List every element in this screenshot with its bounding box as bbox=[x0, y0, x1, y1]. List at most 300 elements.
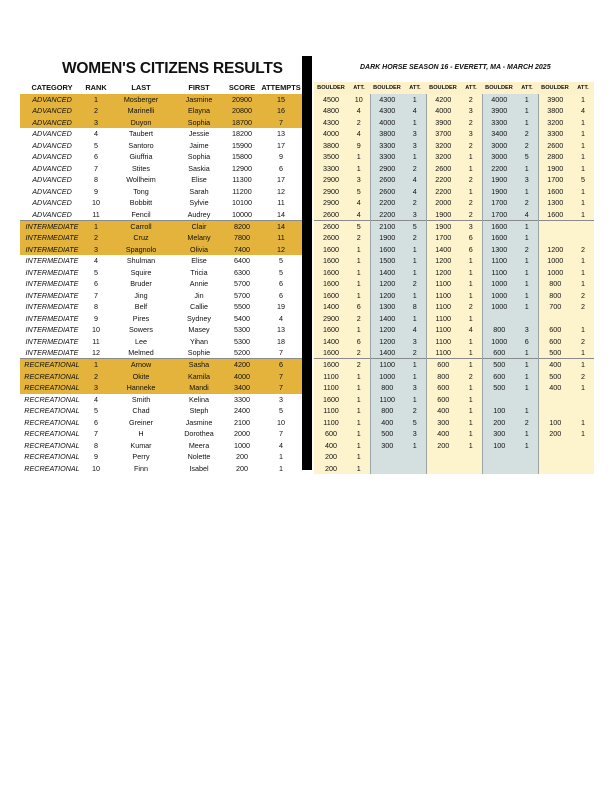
boulder-score-cell bbox=[426, 451, 460, 462]
rank-cell: 2 bbox=[84, 105, 108, 116]
table-row bbox=[20, 105, 302, 116]
boulder-score-cell: 1100 bbox=[426, 278, 460, 289]
last-name-cell: Melmed bbox=[128, 347, 154, 357]
boulder-score-cell: 3900 bbox=[538, 94, 572, 105]
attempts-cell: 12 bbox=[260, 244, 302, 255]
boulder-att-cell: 2 bbox=[516, 140, 538, 151]
category-cell: RECREATIONAL bbox=[20, 371, 84, 382]
header-boulder-4: BOULDER bbox=[485, 85, 513, 91]
attempts-cell: 15 bbox=[260, 94, 302, 105]
first-name-cell: Nolette bbox=[187, 452, 211, 462]
boulder-att-cell: 1 bbox=[404, 440, 426, 451]
boulder-att-cell: 9 bbox=[348, 140, 370, 151]
boulder-score-cell: 1700 bbox=[482, 209, 516, 221]
score-cell: 8200 bbox=[224, 220, 260, 232]
score-cell: 10000 bbox=[232, 209, 252, 219]
boulder-score-cell: 1700 bbox=[482, 197, 516, 208]
rank-cell: 11 bbox=[92, 209, 100, 219]
boulder-score-cell: 3900 bbox=[482, 105, 516, 116]
boulder-score-cell bbox=[482, 463, 516, 474]
first-name-cell: Masey bbox=[188, 325, 210, 335]
header-att-5: ATT. bbox=[577, 85, 589, 91]
score-cell: 7400 bbox=[224, 244, 260, 255]
boulder-row bbox=[314, 347, 594, 359]
last-name-cell: Arnow bbox=[108, 359, 174, 371]
boulder-score-cell: 400 bbox=[538, 359, 572, 371]
boulder-att-cell: 4 bbox=[460, 324, 482, 335]
table-row bbox=[20, 336, 302, 347]
last-name-cell: Wollheim bbox=[126, 175, 156, 185]
boulder-score-cell: 2600 bbox=[370, 186, 404, 197]
boulder-row bbox=[314, 394, 594, 405]
boulder-att-cell: 6 bbox=[348, 336, 370, 347]
boulder-att-cell: 1 bbox=[516, 359, 538, 371]
boulder-score-cell: 2200 bbox=[426, 186, 460, 197]
boulder-att-cell: 1 bbox=[516, 278, 538, 289]
boulder-row bbox=[314, 278, 594, 289]
rank-cell: 12 bbox=[92, 347, 100, 357]
boulder-att-cell: 2 bbox=[404, 347, 426, 359]
boulder-score-cell: 1100 bbox=[314, 417, 348, 428]
boulder-row bbox=[314, 174, 594, 185]
boulder-score-cell bbox=[538, 451, 572, 462]
boulder-row bbox=[314, 301, 594, 312]
last-name-cell: Jing bbox=[134, 290, 148, 300]
boulder-row bbox=[314, 382, 594, 393]
boulder-score-cell: 1900 bbox=[482, 186, 516, 197]
category-cell: INTERMEDIATE bbox=[20, 220, 84, 232]
boulder-row bbox=[314, 290, 594, 301]
rank-cell: 4 bbox=[94, 394, 98, 404]
boulder-score-cell: 1900 bbox=[482, 174, 516, 185]
boulder-score-cell: 1400 bbox=[370, 347, 404, 359]
boulder-att-cell: 1 bbox=[404, 359, 426, 371]
last-name-cell: Greiner bbox=[129, 417, 153, 427]
boulder-score-cell: 800 bbox=[538, 290, 572, 301]
rank-cell: 3 bbox=[84, 382, 108, 393]
boulder-att-cell: 4 bbox=[348, 128, 370, 139]
boulder-att-cell: 1 bbox=[516, 117, 538, 128]
first-name-cell: Isabel bbox=[189, 463, 209, 473]
boulder-att-cell: 1 bbox=[572, 278, 594, 289]
boulder-score-cell: 4000 bbox=[314, 128, 348, 139]
first-name-cell: Dorothea bbox=[184, 429, 214, 439]
boulder-att-cell: 5 bbox=[404, 417, 426, 428]
category-cell: ADVANCED bbox=[32, 198, 72, 208]
category-cell: ADVANCED bbox=[32, 186, 72, 196]
attempts-cell: 6 bbox=[279, 279, 283, 289]
boulder-att-cell: 5 bbox=[572, 174, 594, 185]
rank-cell: 5 bbox=[94, 406, 98, 416]
boulder-score-cell: 200 bbox=[426, 440, 460, 451]
boulder-att-cell: 5 bbox=[348, 186, 370, 197]
boulder-row bbox=[314, 313, 594, 324]
boulder-score-cell: 1000 bbox=[482, 301, 516, 312]
boulder-att-cell: 1 bbox=[348, 255, 370, 266]
boulder-score-cell: 4000 bbox=[426, 105, 460, 116]
category-cell: RECREATIONAL bbox=[24, 429, 80, 439]
boulder-att-cell: 1 bbox=[516, 347, 538, 359]
table-row bbox=[20, 209, 302, 221]
boulder-score-cell: 1400 bbox=[314, 301, 348, 312]
boulder-att-cell: 2 bbox=[572, 301, 594, 312]
attempts-cell: 6 bbox=[279, 163, 283, 173]
last-name-cell: Spagnolo bbox=[108, 244, 174, 255]
boulder-att-cell: 1 bbox=[516, 290, 538, 301]
boulder-score-cell: 1500 bbox=[370, 255, 404, 266]
boulder-att-cell: 1 bbox=[348, 290, 370, 301]
boulder-row bbox=[314, 440, 594, 451]
boulder-score-cell: 1200 bbox=[370, 324, 404, 335]
boulder-score-cell: 100 bbox=[538, 417, 572, 428]
boulder-att-cell: 2 bbox=[348, 347, 370, 359]
attempts-cell: 7 bbox=[260, 371, 302, 382]
score-cell: 5300 bbox=[234, 336, 250, 346]
boulder-score-cell: 2200 bbox=[370, 197, 404, 208]
boulder-att-cell bbox=[516, 463, 538, 474]
category-cell: INTERMEDIATE bbox=[25, 256, 79, 266]
boulder-att-cell bbox=[460, 463, 482, 474]
first-name-cell: Elise bbox=[191, 256, 207, 266]
boulder-att-cell: 1 bbox=[348, 417, 370, 428]
last-name-cell: Shulman bbox=[126, 256, 156, 266]
boulder-row bbox=[314, 105, 594, 116]
boulder-att-cell: 1 bbox=[348, 463, 370, 474]
boulder-score-cell bbox=[482, 451, 516, 462]
boulder-att-cell: 2 bbox=[404, 405, 426, 416]
boulder-score-cell: 400 bbox=[538, 382, 572, 393]
attempts-cell: 1 bbox=[279, 463, 283, 473]
boulder-score-cell: 3500 bbox=[314, 151, 348, 162]
boulder-score-cell: 1100 bbox=[314, 371, 348, 382]
first-name-cell: Tricia bbox=[190, 267, 208, 277]
boulder-score-cell: 1400 bbox=[426, 244, 460, 255]
rank-cell: 10 bbox=[92, 463, 100, 473]
first-name-cell: Meera bbox=[188, 440, 210, 450]
boulder-att-cell: 2 bbox=[348, 359, 370, 371]
score-cell: 200 bbox=[236, 452, 248, 462]
boulder-att-cell: 6 bbox=[348, 301, 370, 312]
boulder-score-cell: 1200 bbox=[370, 278, 404, 289]
table-row bbox=[20, 174, 302, 185]
attempts-cell: 4 bbox=[279, 440, 283, 450]
boulder-header-row bbox=[314, 82, 594, 94]
score-cell: 5700 bbox=[234, 279, 250, 289]
boulder-score-cell: 4300 bbox=[370, 94, 404, 105]
boulder-score-cell: 1300 bbox=[538, 197, 572, 208]
last-name-cell: Marinelli bbox=[108, 105, 174, 116]
results-header-row bbox=[20, 82, 302, 94]
boulder-score-cell: 2600 bbox=[426, 163, 460, 174]
boulder-score-cell: 1100 bbox=[370, 394, 404, 405]
boulder-att-cell: 1 bbox=[516, 255, 538, 266]
score-cell: 7800 bbox=[224, 232, 260, 243]
boulder-score-cell: 1900 bbox=[426, 220, 460, 232]
rank-cell: 9 bbox=[94, 313, 98, 323]
header-boulder-1: BOULDER bbox=[317, 85, 345, 91]
boulder-att-cell: 1 bbox=[572, 186, 594, 197]
boulder-score-cell bbox=[538, 232, 572, 243]
score-cell: 2400 bbox=[234, 406, 250, 416]
table-row bbox=[20, 313, 302, 324]
attempts-cell: 18 bbox=[277, 336, 285, 346]
attempts-cell: 4 bbox=[279, 313, 283, 323]
category-cell: INTERMEDIATE bbox=[25, 267, 79, 277]
boulder-att-cell: 1 bbox=[348, 324, 370, 335]
first-name-cell: Saskia bbox=[188, 163, 210, 173]
boulder-score-cell: 2200 bbox=[370, 209, 404, 221]
first-name-cell: Kelina bbox=[189, 394, 209, 404]
attempts-cell: 10 bbox=[277, 417, 285, 427]
boulder-score-cell: 1600 bbox=[314, 244, 348, 255]
boulder-att-cell: 1 bbox=[404, 290, 426, 301]
boulder-score-cell: 100 bbox=[482, 440, 516, 451]
boulder-att-cell: 1 bbox=[460, 336, 482, 347]
last-name-cell: Taubert bbox=[129, 129, 153, 139]
table-row bbox=[20, 451, 302, 462]
boulder-score-cell: 2900 bbox=[314, 313, 348, 324]
boulder-att-cell: 2 bbox=[516, 417, 538, 428]
table-row bbox=[20, 290, 302, 301]
last-name-cell: Sowers bbox=[129, 325, 153, 335]
attempts-cell: 7 bbox=[279, 429, 283, 439]
boulder-att-cell: 3 bbox=[460, 105, 482, 116]
boulder-row bbox=[314, 324, 594, 335]
boulder-score-cell: 500 bbox=[482, 382, 516, 393]
boulder-att-cell: 3 bbox=[348, 174, 370, 185]
score-cell: 5700 bbox=[234, 290, 250, 300]
boulder-score-cell: 1600 bbox=[538, 209, 572, 221]
boulder-score-cell: 500 bbox=[538, 371, 572, 382]
header-att-2: ATT. bbox=[409, 85, 421, 91]
boulder-score-cell: 300 bbox=[370, 440, 404, 451]
boulder-score-cell: 1300 bbox=[370, 301, 404, 312]
boulder-att-cell: 1 bbox=[516, 186, 538, 197]
attempts-cell: 17 bbox=[277, 175, 285, 185]
boulder-row bbox=[314, 94, 594, 105]
last-name-cell: Fencil bbox=[131, 209, 151, 219]
boulder-row bbox=[314, 197, 594, 208]
header-att-1: ATT. bbox=[353, 85, 365, 91]
table-row bbox=[20, 267, 302, 278]
boulder-att-cell: 1 bbox=[572, 267, 594, 278]
boulder-score-cell: 4300 bbox=[370, 105, 404, 116]
event-subtitle: DARK HORSE SEASON 16 - EVERETT, MA - MARCH 2025 bbox=[360, 64, 551, 71]
boulder-att-cell: 1 bbox=[572, 209, 594, 221]
boulder-score-cell: 2900 bbox=[314, 186, 348, 197]
boulder-row bbox=[314, 267, 594, 278]
score-cell: 18700 bbox=[224, 117, 260, 128]
table-row bbox=[20, 371, 302, 382]
boulder-score-cell: 1100 bbox=[426, 313, 460, 324]
boulder-att-cell: 1 bbox=[348, 394, 370, 405]
boulder-score-cell: 600 bbox=[426, 359, 460, 371]
boulder-att-cell: 2 bbox=[516, 244, 538, 255]
boulder-score-cell: 1000 bbox=[370, 371, 404, 382]
first-name-cell: Annie bbox=[189, 279, 209, 289]
first-name-cell: Sydney bbox=[187, 313, 211, 323]
score-cell: 5500 bbox=[234, 302, 250, 312]
table-row bbox=[20, 186, 302, 197]
first-name-cell: Melany bbox=[174, 232, 224, 243]
attempts-cell: 14 bbox=[277, 209, 285, 219]
boulder-score-cell bbox=[538, 463, 572, 474]
score-cell: 4000 bbox=[224, 371, 260, 382]
boulder-row bbox=[314, 428, 594, 439]
boulder-score-cell: 1100 bbox=[426, 290, 460, 301]
boulder-att-cell: 1 bbox=[404, 151, 426, 162]
rank-cell: 4 bbox=[94, 129, 98, 139]
boulder-att-cell: 4 bbox=[404, 324, 426, 335]
first-name-cell: Audrey bbox=[187, 209, 211, 219]
boulder-row bbox=[314, 128, 594, 139]
attempts-cell: 17 bbox=[277, 140, 285, 150]
boulder-score-cell: 500 bbox=[370, 428, 404, 439]
category-cell: ADVANCED bbox=[20, 94, 84, 105]
table-row bbox=[20, 359, 302, 371]
boulder-att-cell: 1 bbox=[572, 417, 594, 428]
boulder-score-cell: 1600 bbox=[538, 186, 572, 197]
boulder-row bbox=[314, 359, 594, 371]
attempts-cell: 11 bbox=[260, 232, 302, 243]
category-cell: ADVANCED bbox=[32, 129, 72, 139]
boulder-att-cell: 1 bbox=[348, 440, 370, 451]
attempts-cell: 6 bbox=[279, 290, 283, 300]
boulder-score-cell: 1100 bbox=[482, 267, 516, 278]
boulder-att-cell: 2 bbox=[460, 140, 482, 151]
boulder-score-cell: 2600 bbox=[538, 140, 572, 151]
header-att-4: ATT. bbox=[521, 85, 533, 91]
table-row bbox=[20, 428, 302, 439]
score-cell: 1000 bbox=[234, 440, 250, 450]
boulder-score-cell: 3000 bbox=[482, 151, 516, 162]
attempts-cell: 11 bbox=[277, 198, 285, 208]
boulder-att-cell: 2 bbox=[516, 197, 538, 208]
boulder-att-cell: 3 bbox=[460, 220, 482, 232]
results-table bbox=[20, 82, 302, 474]
boulder-score-cell: 400 bbox=[426, 405, 460, 416]
header-boulder-5: BOULDER bbox=[541, 85, 569, 91]
category-cell: ADVANCED bbox=[32, 209, 72, 219]
boulder-att-cell: 1 bbox=[460, 359, 482, 371]
category-cell: INTERMEDIATE bbox=[25, 302, 79, 312]
attempts-cell: 7 bbox=[260, 117, 302, 128]
boulder-score-cell bbox=[426, 463, 460, 474]
boulder-att-cell: 3 bbox=[516, 174, 538, 185]
boulder-score-cell: 3200 bbox=[538, 117, 572, 128]
boulder-att-cell: 1 bbox=[460, 417, 482, 428]
category-cell: RECREATIONAL bbox=[24, 406, 80, 416]
attempts-cell: 6 bbox=[260, 359, 302, 371]
rank-cell: 10 bbox=[92, 198, 100, 208]
boulder-score-cell: 3300 bbox=[538, 128, 572, 139]
page-title: WOMEN'S CITIZENS RESULTS bbox=[62, 60, 283, 77]
boulder-score-cell: 2200 bbox=[482, 163, 516, 174]
attempts-cell: 13 bbox=[277, 325, 285, 335]
boulder-score-cell: 1200 bbox=[538, 244, 572, 255]
score-cell: 200 bbox=[236, 463, 248, 473]
header-att-3: ATT. bbox=[465, 85, 477, 91]
boulder-att-cell: 1 bbox=[516, 428, 538, 439]
table-row bbox=[20, 140, 302, 151]
boulder-table bbox=[314, 82, 594, 474]
boulder-score-cell: 1600 bbox=[314, 267, 348, 278]
last-name-cell: Duyon bbox=[108, 117, 174, 128]
boulder-score-cell: 1200 bbox=[426, 255, 460, 266]
boulder-att-cell: 2 bbox=[404, 232, 426, 243]
boulder-att-cell: 1 bbox=[404, 371, 426, 382]
boulder-att-cell: 1 bbox=[572, 94, 594, 105]
boulder-att-cell: 1 bbox=[460, 151, 482, 162]
score-cell: 6300 bbox=[234, 267, 250, 277]
table-row bbox=[20, 128, 302, 139]
category-cell: RECREATIONAL bbox=[20, 359, 84, 371]
score-cell: 20900 bbox=[224, 94, 260, 105]
boulder-att-cell: 1 bbox=[460, 394, 482, 405]
boulder-att-cell: 1 bbox=[516, 440, 538, 451]
attempts-cell: 16 bbox=[260, 105, 302, 116]
boulder-score-cell: 1700 bbox=[538, 174, 572, 185]
boulder-att-cell: 1 bbox=[460, 347, 482, 359]
boulder-att-cell: 1 bbox=[516, 105, 538, 116]
boulder-att-cell: 1 bbox=[460, 313, 482, 324]
boulder-att-cell: 1 bbox=[348, 244, 370, 255]
boulder-score-cell: 2600 bbox=[314, 209, 348, 221]
boulder-score-cell: 3800 bbox=[538, 105, 572, 116]
last-name-cell: Kumar bbox=[130, 440, 152, 450]
attempts-cell: 13 bbox=[277, 129, 285, 139]
boulder-score-cell: 1000 bbox=[482, 290, 516, 301]
boulder-att-cell: 1 bbox=[348, 371, 370, 382]
boulder-score-cell: 700 bbox=[538, 301, 572, 312]
boulder-score-cell: 1100 bbox=[482, 255, 516, 266]
boulder-score-cell: 200 bbox=[538, 428, 572, 439]
rank-cell: 1 bbox=[84, 359, 108, 371]
last-name-cell: Cruz bbox=[108, 232, 174, 243]
header-boulder-2: BOULDER bbox=[373, 85, 401, 91]
boulder-score-cell: 3800 bbox=[314, 140, 348, 151]
boulder-att-cell: 1 bbox=[460, 290, 482, 301]
rank-cell: 2 bbox=[84, 371, 108, 382]
boulder-row bbox=[314, 244, 594, 255]
category-cell: INTERMEDIATE bbox=[25, 313, 79, 323]
last-name-cell: Carroll bbox=[108, 220, 174, 232]
boulder-score-cell: 200 bbox=[314, 463, 348, 474]
boulder-att-cell: 1 bbox=[348, 151, 370, 162]
last-name-cell: Chad bbox=[132, 406, 150, 416]
first-name-cell: Kamila bbox=[174, 371, 224, 382]
score-cell: 3400 bbox=[224, 382, 260, 393]
boulder-att-cell bbox=[572, 313, 594, 324]
table-row bbox=[20, 417, 302, 428]
category-cell: INTERMEDIATE bbox=[25, 279, 79, 289]
first-name-cell: Elayna bbox=[174, 105, 224, 116]
score-cell: 10100 bbox=[232, 198, 252, 208]
boulder-att-cell: 1 bbox=[404, 94, 426, 105]
boulder-score-cell: 600 bbox=[482, 371, 516, 382]
header-rank: RANK bbox=[85, 83, 107, 92]
category-cell: INTERMEDIATE bbox=[20, 232, 84, 243]
boulder-att-cell: 2 bbox=[460, 94, 482, 105]
boulder-att-cell: 2 bbox=[572, 244, 594, 255]
boulder-row bbox=[314, 405, 594, 416]
rank-cell: 3 bbox=[84, 117, 108, 128]
category-cell: ADVANCED bbox=[32, 163, 72, 173]
boulder-row bbox=[314, 220, 594, 232]
last-name-cell: Perry bbox=[132, 452, 150, 462]
boulder-att-cell bbox=[404, 451, 426, 462]
rank-cell: 7 bbox=[94, 163, 98, 173]
